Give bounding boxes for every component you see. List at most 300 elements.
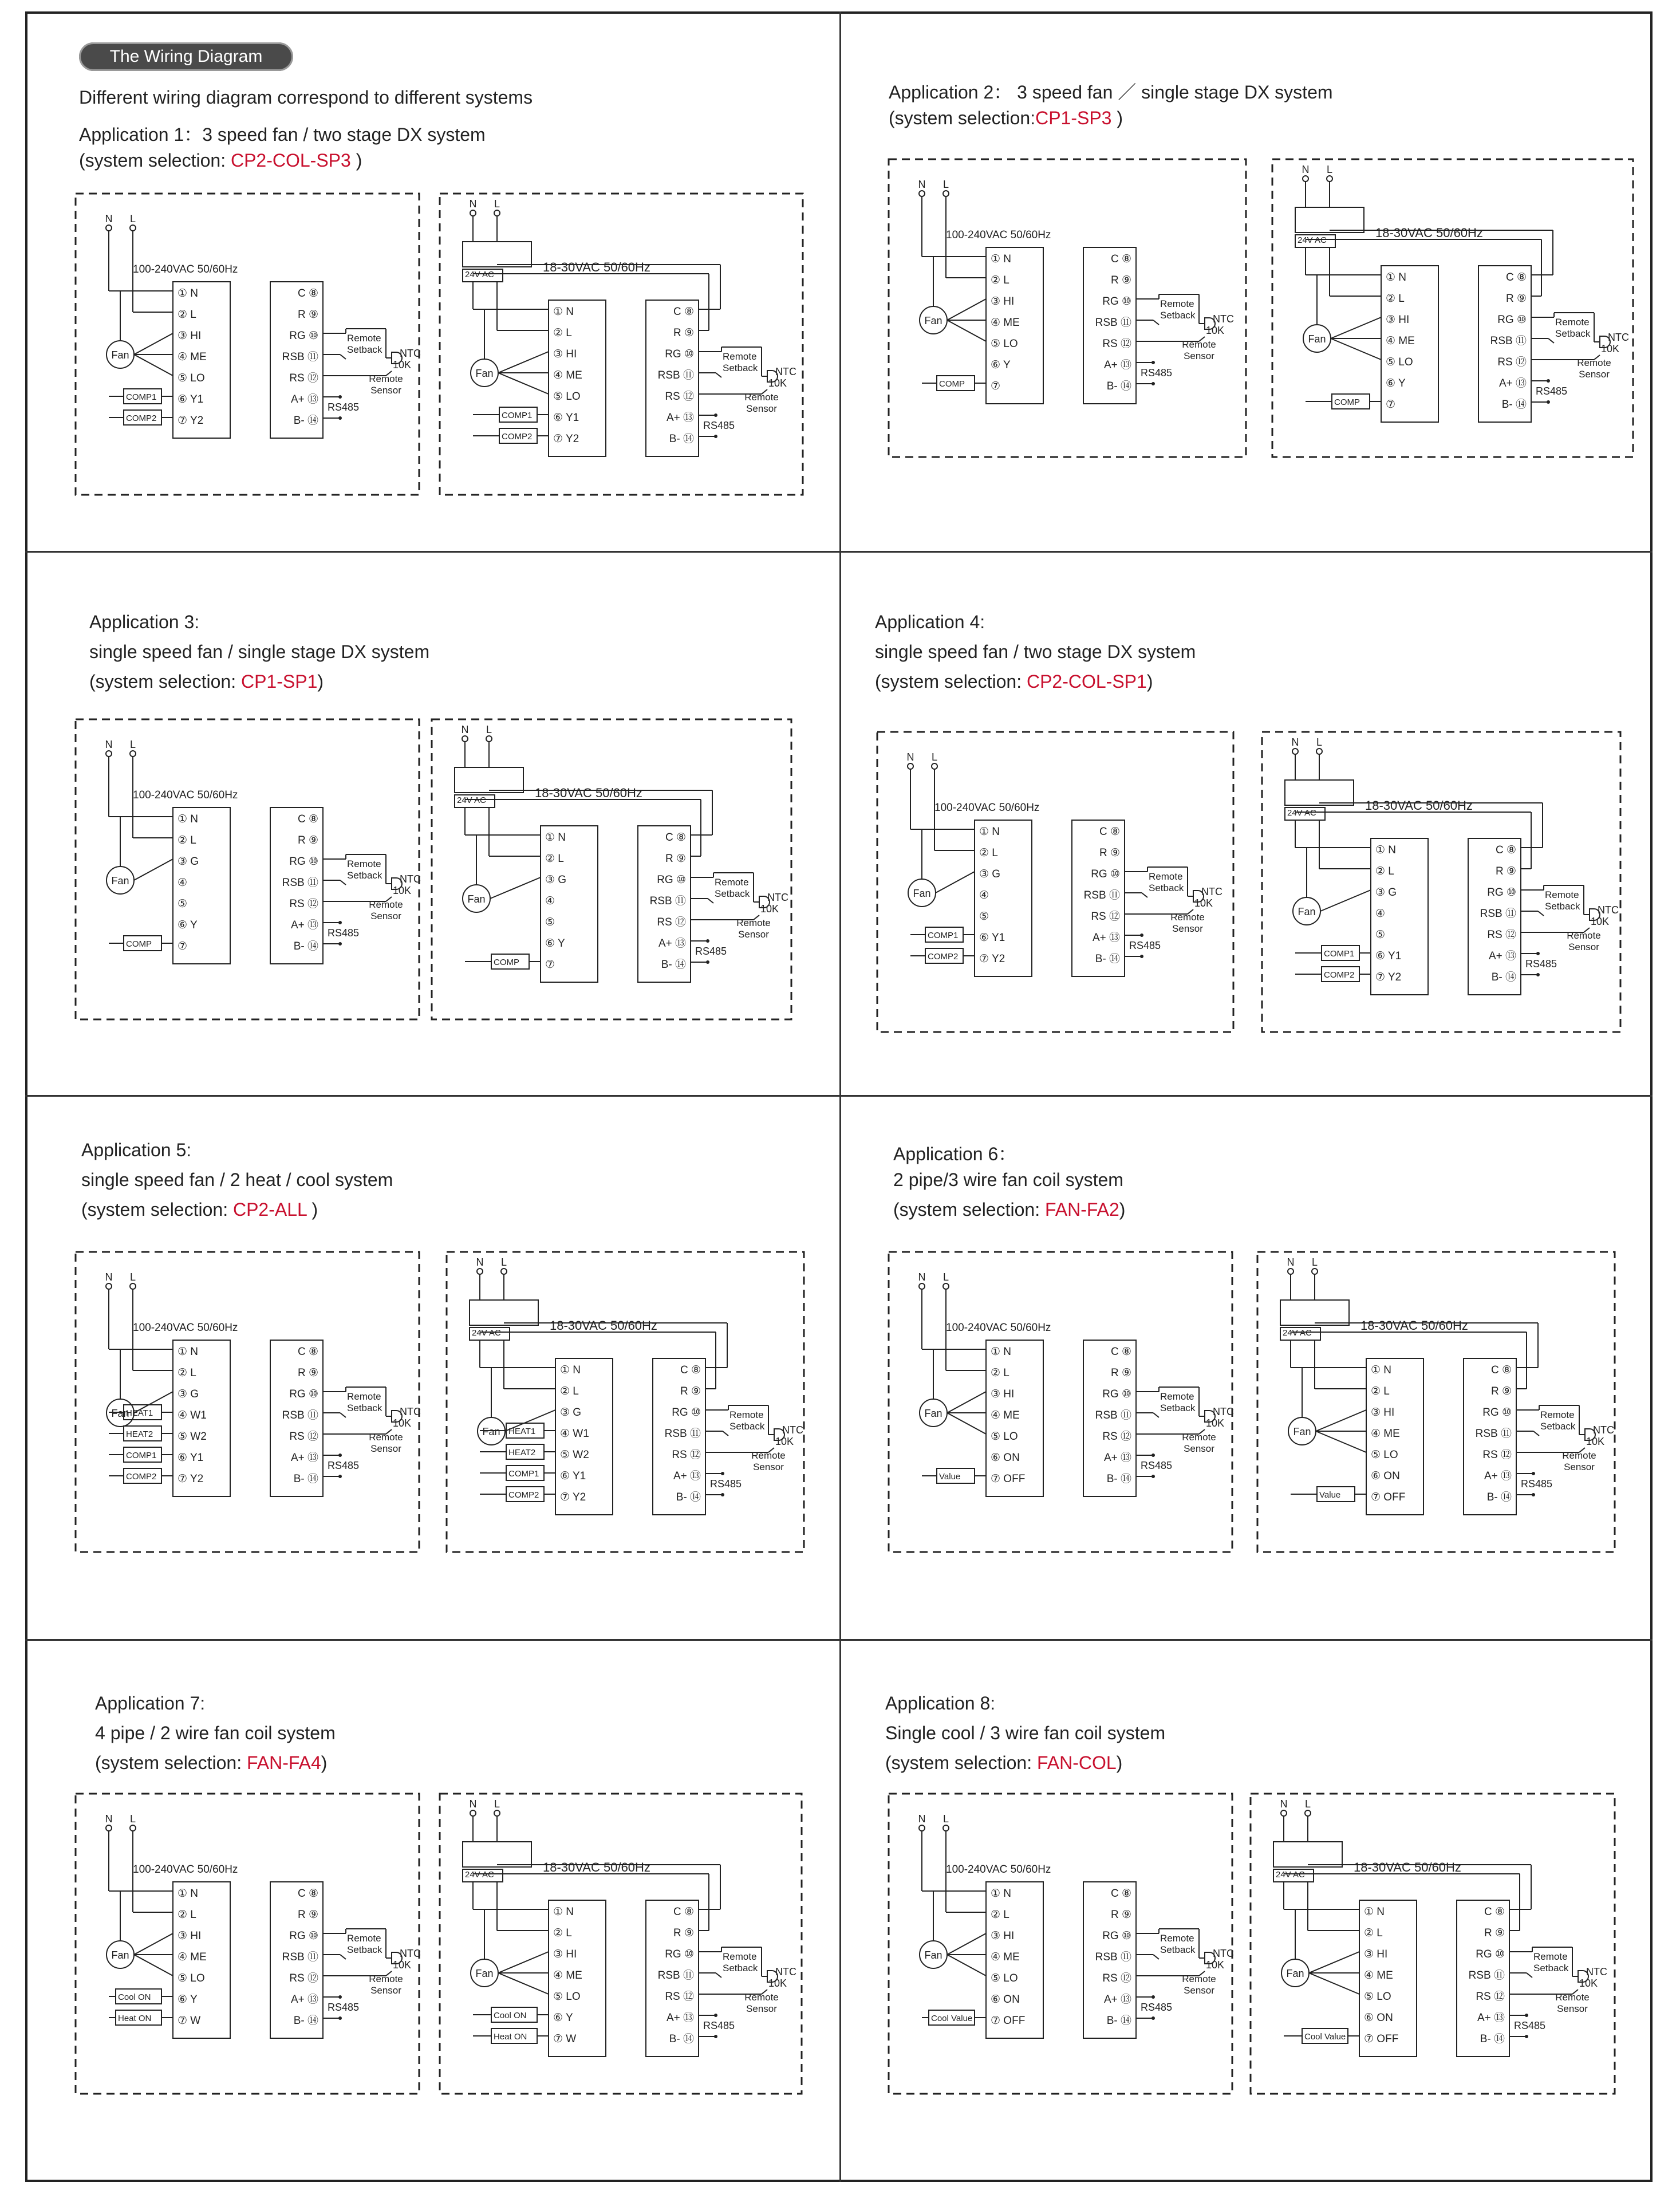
terminal-label: ⑥ ON	[1371, 1470, 1400, 1482]
mains-n-label: N	[105, 1813, 113, 1825]
fan-label: Fan	[1293, 1426, 1311, 1437]
wire	[716, 373, 721, 377]
remote-setback-label: Remote	[1160, 298, 1194, 309]
transformer-label: 24V AC	[472, 1328, 501, 1338]
terminal-label: C ⑧	[1495, 844, 1516, 856]
terminal-label: C ⑧	[297, 1346, 318, 1358]
terminal-post	[130, 751, 136, 757]
terminal-label: ④ ME	[991, 1409, 1020, 1421]
terminal-label: RG ⑩	[1476, 1948, 1505, 1960]
terminal-label: RG ⑩	[289, 1930, 318, 1942]
remote-sensor-label: Sensor	[746, 403, 777, 414]
remote-setback-label: Setback	[347, 870, 382, 881]
wire	[134, 333, 173, 354]
terminal-label: ④ W1	[560, 1428, 589, 1440]
terminal-label: ⑤	[979, 911, 989, 923]
terminal-label: RSB ⑪	[282, 1951, 318, 1963]
terminal-label: RS ⑫	[289, 1972, 318, 1984]
wire	[490, 877, 541, 899]
terminal-label: ① N	[178, 813, 199, 825]
ntc-label: NTC	[400, 1406, 421, 1417]
rs485-label: RS485	[703, 420, 735, 431]
supply-label: 18-30VAC 50/60Hz	[535, 786, 642, 800]
terminal-label: ⑥ ON	[991, 1994, 1020, 2006]
terminal-label: R ⑨	[1110, 1909, 1131, 1921]
terminal-label: R ⑨	[297, 1367, 318, 1379]
terminal-dot	[1532, 1493, 1535, 1496]
terminal-label: ③ HI	[553, 1948, 577, 1960]
wire	[947, 1413, 986, 1434]
terminal-label: RG ⑩	[289, 330, 318, 342]
mains-l-label: L	[500, 1256, 507, 1268]
terminal-post	[130, 225, 136, 231]
ntc-label: 10K	[1579, 1978, 1598, 1989]
remote-setback-label: Remote	[347, 333, 381, 344]
terminal-label: ② L	[991, 1367, 1009, 1379]
terminal-label: C ⑧	[673, 306, 694, 318]
terminal-label: RS ⑫	[1476, 1991, 1505, 2003]
terminal-label: RS ⑫	[1102, 1431, 1131, 1443]
terminal-label: ① N	[1375, 844, 1397, 856]
terminal-label: ② L	[1386, 293, 1405, 305]
wiring-panel	[76, 194, 421, 495]
terminal-label: C ⑧	[1110, 1888, 1131, 1900]
terminal-label: A+ ⑬	[290, 919, 318, 931]
ntc-label: NTC	[1598, 904, 1619, 916]
terminal-label: ⑥ Y	[545, 938, 565, 950]
terminal-label: B- ⑭	[1106, 1473, 1131, 1485]
mains-n-label: N	[461, 724, 469, 735]
app-subtitle: single speed fan / two stage DX system	[875, 641, 1196, 662]
terminal-label: A+ ⑬	[1092, 932, 1120, 944]
terminal-dot	[706, 960, 709, 964]
terminal-label: ② L	[178, 309, 196, 321]
transformer-label: 24V AC	[465, 1870, 494, 1880]
remote-sensor-label: Remote	[369, 1432, 403, 1443]
transformer	[463, 242, 531, 267]
load-label: Cool ON	[118, 1992, 151, 2002]
terminal-label: ⑤ W2	[560, 1449, 589, 1461]
panel-border	[1272, 159, 1633, 457]
terminal-label: A+ ⑬	[1488, 950, 1516, 962]
terminal-label: RSB ⑪	[1468, 1969, 1505, 1982]
panel-border	[440, 194, 803, 495]
terminal-label: C ⑧	[665, 832, 686, 844]
mains-l-label: L	[1311, 1256, 1318, 1268]
wire	[1548, 338, 1554, 343]
mains-l-label: L	[129, 213, 136, 224]
app-title: Application 8:	[885, 1693, 996, 1714]
terminal-label: RG ⑩	[289, 1388, 318, 1400]
terminal-dot	[338, 942, 342, 946]
wire	[134, 354, 173, 376]
terminal-label: B- ⑭	[661, 959, 686, 971]
terminal-label: C ⑧	[1099, 826, 1120, 838]
terminal-label: ⑦	[1386, 399, 1396, 411]
wire	[340, 880, 346, 885]
ntc-label: NTC	[775, 1966, 796, 1978]
terminal-label: ④ ME	[1364, 1969, 1393, 1982]
terminal-label: C ⑧	[297, 813, 318, 825]
load-label: COMP2	[126, 413, 157, 423]
ntc-label: 10K	[768, 377, 787, 389]
mains-l-label: L	[486, 724, 492, 735]
terminal-label: B- ⑭	[1491, 971, 1516, 983]
terminal-label: A+ ⑬	[1484, 1470, 1512, 1482]
supply-label: 100-240VAC 50/60Hz	[133, 263, 238, 275]
terminal-label: B- ⑭	[293, 2015, 318, 2027]
terminal-label: A+ ⑬	[1103, 1452, 1131, 1464]
terminal-label: R ⑨	[673, 1927, 694, 1939]
remote-sensor-label: Sensor	[738, 929, 769, 940]
terminal-label: ③ HI	[991, 296, 1015, 308]
wire	[1153, 1413, 1159, 1417]
terminal-label: A+ ⑬	[666, 412, 694, 424]
rs485-label: RS485	[695, 946, 727, 957]
supply-label: 100-240VAC 50/60Hz	[133, 789, 238, 801]
ntc-label: 10K	[1206, 1417, 1225, 1429]
terminal-label: ② L	[1375, 865, 1394, 877]
terminal-label: C ⑧	[1484, 1906, 1505, 1918]
remote-setback-label: Remote	[1533, 1951, 1568, 1962]
terminal-dot	[1140, 955, 1143, 958]
ntc-label: 10K	[393, 885, 412, 896]
terminal-label: RS ⑫	[289, 898, 318, 910]
terminal-label: ④	[178, 877, 188, 889]
transformer-label: 24V AC	[465, 270, 494, 279]
terminal-label: RS ⑫	[289, 1431, 318, 1443]
terminal-dot	[1151, 1453, 1155, 1457]
terminal-dot	[1151, 1995, 1155, 1999]
terminal-label: ⑦ OFF	[1364, 2033, 1399, 2045]
mains-l-label: L	[129, 1813, 136, 1825]
terminal-label: ① N	[991, 1346, 1012, 1358]
terminal-label: A+ ⑬	[658, 938, 686, 950]
terminal-label: ② L	[553, 1927, 572, 1939]
terminal-label: ③ G	[979, 868, 1001, 880]
terminal-label: ⑤ LO	[178, 1972, 205, 1984]
terminal-label: C ⑧	[297, 287, 318, 300]
mains-l-label: L	[494, 1798, 500, 1810]
remote-sensor-label: Remote	[1182, 1974, 1216, 1984]
terminal-label: R ⑨	[297, 834, 318, 846]
remote-setback-label: Remote	[347, 858, 381, 869]
terminal-post	[932, 763, 937, 769]
wiring-panel	[76, 1794, 421, 2094]
rs485-label: RS485	[328, 927, 360, 939]
terminal-label: RG ⑩	[665, 1948, 694, 1960]
terminal-post	[494, 1810, 500, 1816]
terminal-dot	[1151, 361, 1155, 364]
system-selection-code: CP2-COL-SP1	[1026, 671, 1147, 692]
terminal-label: ② L	[979, 847, 998, 859]
wire	[1153, 320, 1159, 325]
terminal-label: ④	[1375, 908, 1386, 920]
fan-label: Fan	[924, 1949, 942, 1961]
terminal-label: RG ⑩	[1487, 887, 1516, 899]
terminal-label: R ⑨	[1505, 293, 1527, 305]
wiring-panel	[1262, 732, 1620, 1032]
rs485-label: RS485	[1525, 958, 1557, 970]
terminal-label: B- ⑭	[293, 415, 318, 427]
terminal-label: ⑤ LO	[553, 1991, 581, 2003]
wire	[1316, 1431, 1366, 1452]
load-label: HEAT1	[508, 1427, 536, 1436]
terminal-label: ⑦ Y2	[979, 953, 1005, 965]
wiring-panel	[889, 159, 1246, 457]
remote-sensor-label: Remote	[744, 1992, 779, 2003]
remote-setback-label: Setback	[347, 1403, 382, 1413]
load-label: COMP1	[502, 411, 533, 420]
terminal-label: B- ⑭	[1486, 1491, 1512, 1503]
terminal-label: R ⑨	[665, 853, 686, 865]
terminal-dot	[1525, 2014, 1528, 2017]
terminal-label: A+ ⑬	[1103, 1994, 1131, 2006]
load-label: COMP	[939, 379, 965, 389]
ntc-label: 10K	[760, 903, 779, 915]
terminal-label: R ⑨	[1099, 847, 1120, 859]
terminal-label: ④	[979, 889, 989, 901]
rs485-label: RS485	[1141, 1460, 1173, 1471]
mains-n-label: N	[476, 1256, 484, 1268]
terminal-dot	[1536, 973, 1540, 976]
mains-n-label: N	[105, 1271, 113, 1283]
ntc-label: NTC	[1586, 1966, 1607, 1978]
mains-l-label: L	[1326, 164, 1333, 175]
terminal-label: B- ⑭	[1480, 2033, 1505, 2045]
terminal-label: R ⑨	[297, 309, 318, 321]
terminal-label: ④ ME	[553, 369, 582, 381]
ntc-label: 10K	[1194, 897, 1213, 909]
terminal-label: ⑥ Y	[991, 359, 1011, 371]
transformer-label: 24V AC	[1283, 1328, 1312, 1338]
mains-l-label: L	[1316, 736, 1323, 748]
wire	[723, 1431, 728, 1436]
load-label: COMP	[1334, 397, 1360, 407]
ntc-label: 10K	[393, 1417, 412, 1429]
terminal-dot	[1536, 952, 1540, 955]
supply-label: 18-30VAC 50/60Hz	[1365, 798, 1473, 813]
terminal-label: ③ HI	[1371, 1407, 1395, 1419]
terminal-dot	[1151, 382, 1155, 385]
system-selection-code: CP1-SP3	[1035, 108, 1112, 128]
terminal-label: C ⑧	[1110, 253, 1131, 265]
terminal-label: R ⑨	[1490, 1385, 1512, 1397]
rs485-label: RS485	[328, 1460, 360, 1471]
terminal-label: ⑦ W	[178, 2015, 201, 2027]
terminal-post	[130, 1825, 136, 1831]
terminal-label: B- ⑭	[676, 1491, 701, 1503]
system-selection: (system selection: FAN-COL)	[885, 1752, 1123, 1773]
terminal-label: ③ HI	[991, 1930, 1015, 1942]
remote-setback-label: Setback	[1160, 1403, 1196, 1413]
terminal-label: B- ⑭	[293, 940, 318, 952]
panel-border	[889, 1794, 1232, 2094]
transformer-label: 24V AC	[1298, 235, 1327, 245]
terminal-label: ⑤ LO	[991, 1431, 1018, 1443]
ntc-label: NTC	[1201, 886, 1222, 897]
wire	[947, 320, 986, 341]
transformer	[463, 1842, 531, 1867]
terminal-dot	[1547, 400, 1550, 404]
terminal-label: RG ⑩	[1102, 296, 1131, 308]
mains-n-label: N	[918, 179, 926, 190]
terminal-label: ④ ME	[178, 1951, 207, 1963]
terminal-label: ③ HI	[178, 330, 202, 342]
terminal-label: ③ G	[178, 856, 199, 868]
terminal-label: A+ ⑬	[290, 1994, 318, 2006]
load-label: COMP2	[1324, 970, 1355, 980]
supply-label: 18-30VAC 50/60Hz	[543, 260, 650, 274]
remote-sensor-label: Remote	[369, 899, 403, 910]
load-label: Cool ON	[494, 2011, 527, 2020]
app-subtitle: 2 pipe/3 wire fan coil system	[893, 1169, 1123, 1190]
load-label: HEAT1	[126, 1408, 153, 1418]
terminal-label: RSB ⑪	[1095, 317, 1131, 329]
terminal-label: ① N	[553, 306, 574, 318]
terminal-label: R ⑨	[673, 327, 694, 339]
mains-n-label: N	[906, 751, 914, 763]
terminal-post	[501, 1269, 507, 1274]
panel-border	[76, 1794, 419, 2094]
rs485-label: RS485	[328, 401, 360, 413]
mains-n-label: N	[469, 1798, 477, 1810]
ntc-label: 10K	[1591, 916, 1610, 927]
wiring-panel	[440, 1794, 802, 2094]
remote-sensor-label: Sensor	[1184, 1985, 1214, 1996]
app-title: Application 5:	[81, 1140, 192, 1160]
mains-n-label: N	[918, 1813, 926, 1825]
mains-n-label: N	[1302, 164, 1310, 175]
remote-setback-label: Setback	[1149, 883, 1184, 893]
fan-label: Fan	[111, 875, 129, 887]
terminal-post	[130, 1283, 136, 1289]
app-title: Application 7:	[95, 1693, 206, 1714]
terminal-label: ④ ME	[1386, 335, 1415, 347]
load-label: HEAT2	[126, 1429, 153, 1439]
terminal-dot	[1525, 2035, 1528, 2038]
terminal-post	[1281, 1810, 1287, 1816]
supply-label: 100-240VAC 50/60Hz	[133, 1864, 238, 1876]
terminal-label: ④ ME	[178, 351, 207, 363]
terminal-label: A+ ⑬	[290, 393, 318, 405]
terminal-label: A+ ⑬	[666, 2012, 694, 2024]
terminal-label: ④ ME	[1371, 1428, 1400, 1440]
terminal-label: C ⑧	[680, 1364, 701, 1376]
fan-label: Fan	[1298, 906, 1316, 917]
mains-n-label: N	[105, 213, 113, 224]
terminal-label: ⑦ W	[553, 2033, 577, 2045]
wiring-panel	[889, 1252, 1234, 1552]
panel-border	[1251, 1794, 1615, 2094]
terminal-label: ⑥ Y1	[178, 393, 204, 405]
fan-label: Fan	[475, 368, 494, 379]
system-selection: (system selection: CP2-ALL )	[81, 1199, 318, 1220]
wire	[498, 1973, 549, 1994]
load-label: COMP2	[928, 952, 959, 962]
transformer	[1280, 1300, 1349, 1325]
remote-sensor-label: Remote	[369, 1974, 403, 1984]
terminal-label: C ⑧	[1490, 1364, 1512, 1376]
terminal-label: ⑦ Y2	[1375, 971, 1402, 983]
ntc-label: 10K	[1206, 1959, 1225, 1971]
terminal-label: ⑤ LO	[1386, 356, 1413, 368]
fan-label: Fan	[924, 315, 942, 326]
ntc-label: NTC	[1213, 313, 1234, 325]
mains-n-label: N	[105, 739, 113, 750]
wire	[947, 1955, 986, 1976]
terminal-label: ⑤	[1375, 929, 1386, 941]
supply-label: 18-30VAC 50/60Hz	[550, 1318, 657, 1333]
rs485-label: RS485	[328, 2002, 360, 2013]
terminal-label: RSB ⑪	[282, 877, 318, 889]
terminal-label: ⑤ W2	[178, 1431, 207, 1443]
load-label: COMP1	[1324, 949, 1355, 959]
terminal-label: ⑥ ON	[991, 1452, 1020, 1464]
fan-label: Fan	[1286, 1968, 1304, 1979]
terminal-label: ⑥ Y	[553, 2012, 573, 2024]
fan-label: Fan	[482, 1426, 500, 1437]
panel-border	[1262, 732, 1620, 1032]
remote-sensor-label: Sensor	[370, 911, 401, 921]
terminal-post	[943, 1283, 949, 1289]
load-label: Value	[939, 1472, 961, 1482]
terminal-label: ③ HI	[178, 1930, 202, 1942]
remote-sensor-label: Sensor	[370, 385, 401, 396]
remote-sensor-label: Sensor	[1564, 1462, 1595, 1472]
rs485-label: RS485	[1141, 2002, 1173, 2013]
wiring-panel	[889, 1794, 1234, 2094]
wire	[498, 373, 549, 394]
terminal-label: RS ⑫	[1482, 1449, 1512, 1461]
terminal-label: ⑥ ON	[1364, 2012, 1393, 2024]
fan-label: Fan	[111, 1408, 129, 1419]
app-title: Application 3:	[89, 612, 200, 632]
terminal-label: C ⑧	[1110, 1346, 1131, 1358]
remote-setback-label: Remote	[715, 877, 749, 888]
terminal-label: ③ G	[545, 874, 567, 886]
terminal-label: ⑥ Y1	[553, 412, 579, 424]
terminal-label: RG ⑩	[672, 1407, 701, 1419]
terminal-label: RS ⑫	[1102, 338, 1131, 350]
terminal-label: RS ⑫	[657, 916, 686, 928]
panel-border	[76, 719, 419, 1019]
terminal-label: ⑦ Y2	[178, 415, 204, 427]
load-label: COMP1	[508, 1469, 539, 1479]
terminal-label: ② L	[1371, 1385, 1390, 1397]
terminal-label: RS ⑫	[1091, 911, 1120, 923]
terminal-label: ⑥ Y	[178, 919, 198, 931]
terminal-label: ③ G	[1375, 887, 1397, 899]
terminal-label: B- ⑭	[293, 1473, 318, 1485]
supply-label: 18-30VAC 50/60Hz	[1375, 226, 1483, 240]
wire	[340, 1413, 346, 1417]
remote-sensor-label: Sensor	[1568, 942, 1599, 952]
terminal-post	[1292, 749, 1298, 754]
terminal-label: ⑤	[545, 916, 555, 928]
terminal-dot	[721, 1472, 724, 1475]
terminal-label: ④ ME	[991, 1951, 1020, 1963]
fan-label: Fan	[475, 1968, 494, 1979]
terminal-dot	[1532, 1472, 1535, 1475]
terminal-label: RG ⑩	[1102, 1930, 1131, 1942]
ntc-label: 10K	[768, 1978, 787, 1989]
ntc-label: NTC	[767, 892, 788, 903]
terminal-label: ① N	[1386, 271, 1407, 283]
terminal-label: ② L	[553, 327, 572, 339]
terminal-label: ④ ME	[553, 1969, 582, 1982]
wiring-panel	[447, 1252, 804, 1552]
